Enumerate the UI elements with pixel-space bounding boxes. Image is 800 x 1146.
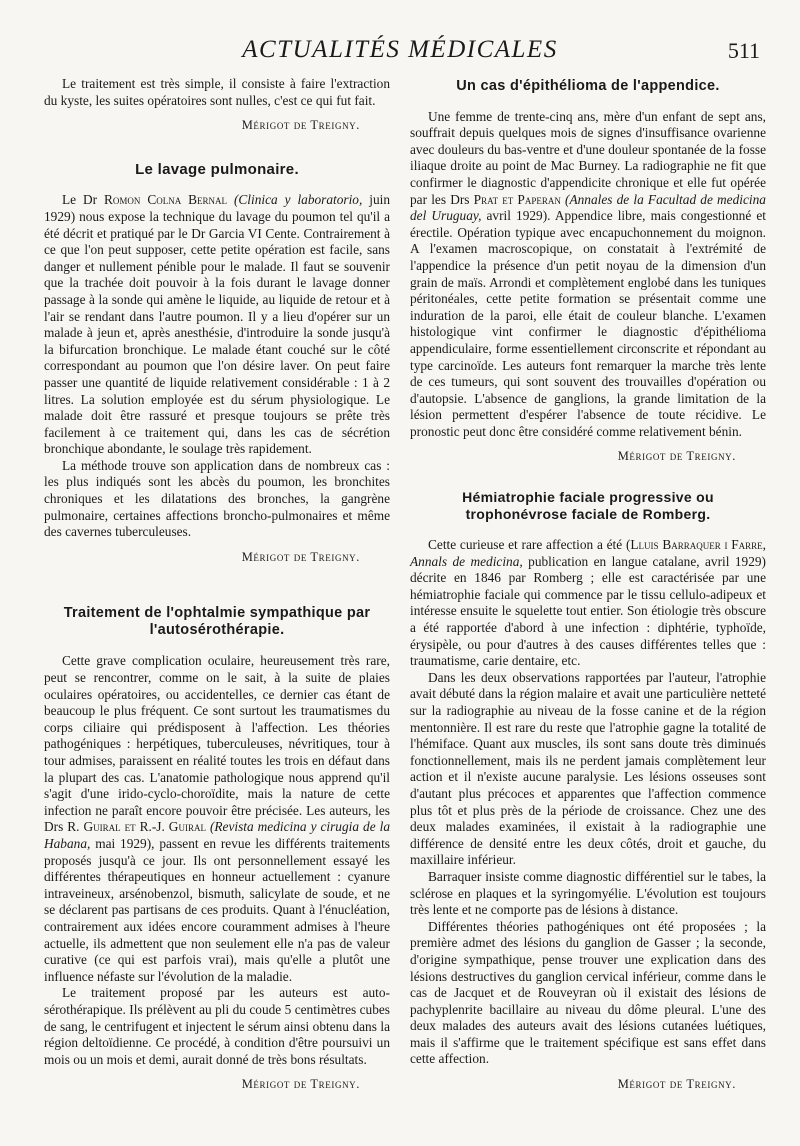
page-number: 511 [727,38,760,63]
lavage-text: juin 1929) nous expose la technique du lavage du poumon tel qu'il a été décrit et pratiqué par le Dr Garcia VI Cente. Contrairement à ce que l'on peut supposer, cette petite opération est facile, sans danger et nullement pénible pour le malade. Il faut se souvenir que la trachée doit pouvoir à la fois durant le lavage donner passage à la sonde qui amène le liquide, au liquide de retour et à l'air se rendant dans l'autre poumon. Il y a lieu d'opérer sur un malade à jeun et, après anesthésie, d'introduire la sonde jusqu'à la bifurcation bronchique. Le malade étant couché sur le côté correspondant au poumon que l'on désire laver. On peut faire passer une quantité de liquide relativement considérable : 1 à 2 litres. La solution employée est du sérum physiologique. Le malade doit être rassuré et presque toujours se prête très facilement à ce traitement qui, dans les cas de sécrétion bronchique abondante, le soulage très rapidement. [44,192,391,457]
epithelioma-authors: Prat et Paperan [473,191,561,207]
running-title: ACTUALITÉS MÉDICALES [242,36,558,63]
hemiatrophie-title: Hémiatrophie faciale progressive ou trophonévrose faciale de Romberg. [462,489,714,523]
hemiatrophie-paragraph-3: Barraquer insiste comme diagnostic différentiel sur le tabes, la sclérose en plaques et la syringomyélie. L'évolution est toujours très lente et ne comporte pas de lésions à distance. [410,868,766,918]
epithelioma-rest: avril 1929). Appendice libre, mais congestionné et érectile. Opération typique avec encapuchonnement du moignon. A l'examen macroscopique, on constatait à l'extrémité de l'appendice la présence d'un petit noyau de la dimension d'un grain de maïs. Arrondi et complètement englobé dans les tuniques péritonéales, cette petite formation se présentait comme une induration de la paroi, elle était de couleur blanche. L'examen histologique vint confirmer le diagnostic d'épithélioma appendiculaire, forme essentiellement circonscrite et répondant au type carcinoïde. Les auteurs font remarquer la marche très lente de ces tumeurs, qui sont souvent des trouvailles d'opération ou d'autopsie. L'absence de ganglions, la grande limitation de la lésion permettent d'espérer l'absence de toute récidive. Le pronostic peut donc être considéré comme relativement bénin. [410,208,766,439]
intro-paragraph: Le traitement est très simple, il consiste à faire l'extraction du kyste, les suites opératoires sont nulles, c'est ce qui fut fait. [44,76,390,108]
lavage-author: Romon Colna Bernal [104,192,228,208]
ophtalmie-title: Traitement de l'ophtalmie sympathique par l'autosérothérapie. [63,605,371,639]
hemiatrophie-author: Lluis Barraquer i Farre [630,537,763,553]
intro-signature: Mérigot de Treigny. [241,118,360,133]
ophtalmie-paragraph-2: Le traitement proposé par les auteurs est auto-sérothérapique. Ils prélèvent au pli du coude 5 centimètres cubes de sang, le centrifugent et injectent le sérum ainsi obtenu dans la région deltoïdienne. Ce procédé, à condition d'être poursuivi un mois ou un mois et demi, aurait donné de très bons résultats. [44,985,390,1067]
lavage-author-prefix: Le Dr [62,192,104,208]
ophtalmie-authors: R. Guiral et R.-J. Guiral [67,819,206,835]
lavage-signature: Mérigot de Treigny. [241,549,360,564]
ophtalmie-rest: mai 1929), passent en revue les différents traitements proposés jusqu'à ce jour. Ils ont personnellement essayé les différentes thérapeutiques en honneur actuellement : cyanure intraveineux, arsénobenzol, bismuth, salicylate de soude, et ne se déclarent pas partisans de ces produits. Quant à l'énucléation, contrairement aux idées encore couramment admises à l'heure actuelle, ils admettent que non seulement elle n'a pas de valeur curative (ce qui est parfois vrai), mais qu'elle a plutôt une influence néfaste sur l'évolution de la maladie. [44,835,390,984]
epithelioma-title: Un cas d'épithélioma de l'appendice. [456,78,720,94]
page-header [0,36,800,76]
hemiatrophie-signature: Mérigot de Treigny. [617,1077,736,1092]
ophtalmie-source: (Revista medicina y cirugia de la Habana, [44,819,390,851]
hemiatrophie-prefix: Cette curieuse et rare affection a été ( [428,537,631,553]
hemiatrophie-paragraph-1: Cette curieuse et rare affection a été (Lluis Barraquer i Farre, Annals de medicina, publication en langue catalane, avril 1929) décrite en 1846 par Romberg ; elle est caractérisée par une hémiatrophie faciale qui commence par le tissu cellulo-adipeux et intéresse ensuite le squelette tout entier. Son étiologie très obscure a été rapportée d'abord à une infection : diphtérie, typhoïde, érysipèle, ou pour d'autres à des causes différentes telles que : traumatisme, carie dentaire, etc. [410,537,767,669]
lavage-title: Le lavage pulmonaire. [135,160,299,178]
epithelioma-text: Une femme de trente-cinq ans, mère d'un enfant de sept ans, souffrait depuis quelques mois de signes d'insuffisance ovarienne avec douleurs du bas-ventre et d'une douleur spontanée de la fosse iliaque droite au point de Mac Burney. La radiographie ne fit que confirmer le diagnostic d'appendicite chronique et elle fut opérée par les Drs [410,108,766,207]
ophtalmie-text: Cette grave complication oculaire, heureusement très rare, peut se rencontrer, comme on le sait, à la suite de plaies oculaires opératoires, ou accidentelles, ce dernier cas étant de beaucoup le plus fréquent. Ce sont surtout les traumatismes du corps ciliaire qui prédisposent à l'affection. Les théories pathogéniques : herpétiques, tuberculeuses, névritiques, tour à tour admises, paraissent en réalité toutes les trois en défaut dans la plupart des cas. L'anatomie pathologique nous apprend qu'il s'agit d'une irido-cyclo-choroïdite, mais la nature de cette infection ne paraît encore pouvoir être précisée. Les auteurs, les Drs [44,653,390,835]
lavage-paragraph-1 [44,192,390,458]
epithelioma-source: (Annales de la Facultad de medicina del Uruguay, [410,191,766,224]
epithelioma-paragraph-1 [410,109,766,441]
ophtalmie-signature: Mérigot de Treigny. [241,1077,360,1092]
right-column [410,76,766,1093]
left-column [44,76,390,1093]
epithelioma-signature: Mérigot de Treigny. [617,449,736,464]
hemiatrophie-paragraph-2: Dans les deux observations rapportées par l'auteur, l'atrophie avait débuté dans la région malaire et avait une particulière netteté sur la radiographie au niveau de la fosse canine et de la région mentonnière. Il est rare du reste que l'atrophie gagne la totalité de l'hémiface. Quant aux muscles, ils sont sans doute très diminués fonctionnellement, mais ils ne perdent jamais complètement leur action et il n'existe aucune paralysie. Les lésions osseuses sont d'autant plus précoces et apparentes que l'affection commence plus tôt et plus près de la période de croissance. Chez une des deux malades examinées, il existait à la radiographie une différence de densité entre les deux côtés, droit et gauche, du maxillaire inférieur. [410,669,766,868]
hemiatrophie-paragraph-4: Différentes théories pathogéniques ont été proposées ; la première admet des lésions du ganglion de Gasser ; la seconde, d'origine sympathique, pense trouver une explication dans des lésions destructives du ganglion cervical inférieur, comme dans le cas de Jacquet et de Rouveyran où il existait des lésions de pachyplenrite bacillaire au niveau du dôme pleural. L'une des deux malades des auteurs avait des lésions cutanées luétiques, mais il s'affirme que le traitement spécifique est sans effet dans cette affection. [410,918,766,1067]
lavage-source: (Clinica y laboratorio, [233,192,363,208]
hemiatrophie-source: Annals de medicina, [410,553,523,569]
hemiatrophie-rest: publication en langue catalane, avril 1929) décrite en 1846 par Romberg ; elle est caractérisée par une hémiatrophie faciale qui commence par le tissu cellulo-adipeux et intéresse ensuite le squelette tout entier. Son étiologie très obscure a été rapportée d'abord à une infection : diphtérie, typhoïde, érysipèle, ou pour d'autres à des causes différentes telles que : traumatisme, carie dentaire, etc. [410,553,766,669]
ophtalmie-paragraph-1 [44,653,390,985]
lavage-paragraph-2: La méthode trouve son application dans de nombreux cas : les plus indiqués sont les abcès du poumon, les bronchites chroniques et les dilatations des bronches, la gangrène pulmonaire, certaines affections broncho-pulmonaires et même des cavernes tuberculeuses. [44,457,390,540]
